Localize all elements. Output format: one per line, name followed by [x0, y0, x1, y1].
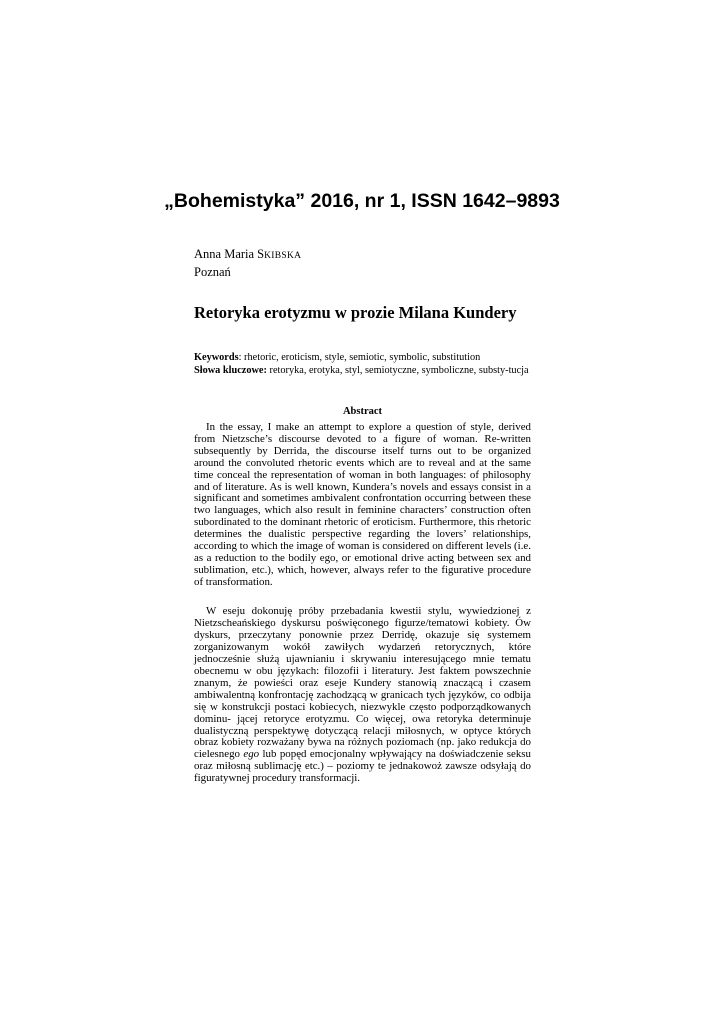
- keywords-en: [194, 352, 531, 365]
- author-block: [194, 246, 531, 280]
- keywords-block: [194, 352, 531, 377]
- author-name: [194, 246, 531, 264]
- author-city: Poznań: [194, 265, 231, 279]
- author-given-name: Anna Maria: [194, 247, 255, 261]
- polish-abstract-paragraph: [194, 606, 531, 785]
- polish-abstract-ego: ego: [243, 748, 260, 761]
- article-title: Retoryka erotyzmu w prozie Milana Kundery: [194, 303, 517, 322]
- keywords-en-text: : rhetoric, eroticism, style, semiotic, symbolic, substitution: [238, 352, 481, 363]
- keywords-pl-text: retoryka, erotyka, styl, semiotyczne, symboliczne, substy-tucja: [266, 364, 529, 376]
- author-surname-initial: S: [257, 247, 265, 261]
- keywords-en-label: Keywords: [194, 352, 239, 363]
- abstract-heading: Abstract: [342, 406, 383, 417]
- polish-abstract-text-1: W eseju dokonuję próby przebadania kwestii stylu, wywiedzionej z Nietzscheańskiego dyskursu poświęconego figurze/tematowi kobiety. Ów dyskurs, przeczytany ponownie przez Derridę, okazuje się systemem zorganizowanym wokół zawiłych wydarzeń retorycznych, które jednocześnie służą ujawnianiu i skrywaniu interesującego mnie tematu obecnemu w obu językach: filozofii i literatury. Jest faktem powszechnie znanym, że powieści oraz eseje Kundery stanowią znaczącą i czasem ambiwalentną konfrontację zachodzącą w granicach tych języków, co odbija się w konstrukcji postaci kobiecych, niezwykle często podporządkowanych dominu- jącej retoryce erotyzmu. Co więcej, owa retoryka determinuje dualistyczną perspektywę dotyczącą relacji miłosnych, w optyce których obraz kobiety rozważany bywa na różnych poziomach (np. jako redukcja do cielesnego: [194, 605, 531, 761]
- polish-abstract-text-2: lub popęd emocjonalny wpływający na doświadczenie seksu oraz miłosną sublimację etc.) – poziomy te jednakowoż zawsze odsyłają do figuratywnej procedury transformacji.: [194, 748, 531, 785]
- keywords-pl-label: Słowa kluczowe:: [194, 364, 267, 376]
- journal-header: „Bohemistyka” 2016, nr 1, ISSN 1642–9893: [164, 190, 560, 212]
- keywords-pl: [194, 365, 531, 378]
- author-surname-rest: KIBSKA: [264, 251, 302, 261]
- abstract-paragraph: In the essay, I make an attempt to explore a question of style, derived from Nietzsche’s discourse devoted to a figure of woman. Re-written subsequently by Derrida, the discourse itself turns out to be organized around the convoluted rhetoric events which are to reveal and at the same time conceal the representation of woman in both languages: of philosophy and of literature. As is well known, Kundera’s novels and essays consist in a significant and sometimes ambivalent confrontation occurring between these two languages, which also result in feminine characters’ construction often subordinated to the dominant rhetoric of eroticism. Furthermore, this rhetoric determines the dualistic perspective regarding the lovers’ relationships, according to which the image of woman is considered on different levels (i.e. as a reduction to the bodily ego, or emotional drive acting between sex and sublimation, etc.), which, however, always refer to the figurative procedure of transformation.: [194, 421, 531, 588]
